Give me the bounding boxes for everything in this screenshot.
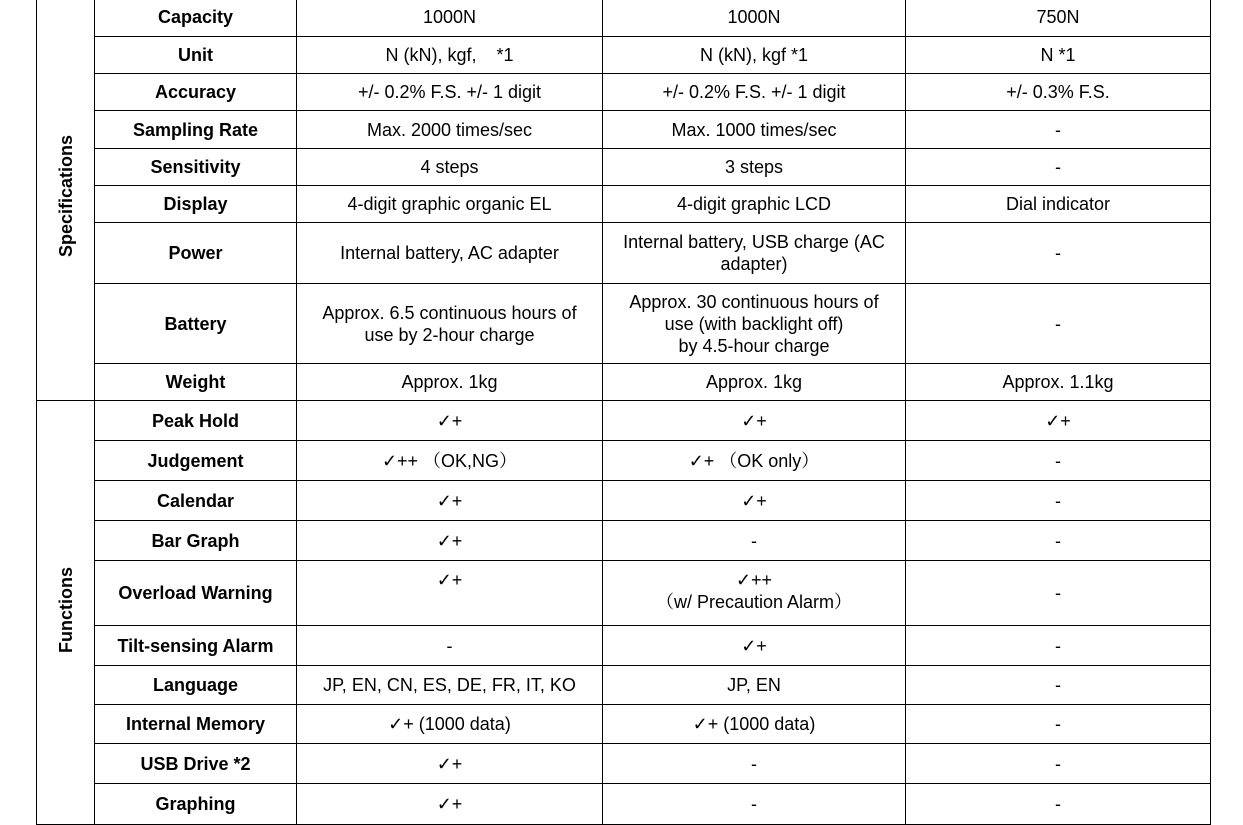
row-label: Tilt-sensing Alarm [95,626,297,666]
cell: 4-digit graphic LCD [603,186,906,223]
table-row [37,666,1211,705]
cell: 1000N [297,0,603,37]
cell: 1000N [603,0,906,37]
table-row [37,284,1211,364]
row-label: Overload Warning [95,561,297,626]
cell: Approx. 1.1kg [906,364,1211,401]
cell: N *1 [906,37,1211,74]
cell: Approx. 6.5 continuous hours of use by 2-hour charge [297,284,603,364]
row-label: Weight [95,364,297,401]
cell: - [906,744,1211,784]
cell: N (kN), kgf *1 [603,37,906,74]
cell [603,561,906,626]
cell: +/- 0.2% F.S. +/- 1 digit [603,74,906,111]
cell-line: ✓++ [735,570,773,590]
table-row [37,441,1211,481]
row-label: Judgement [95,441,297,481]
row-label: USB Drive *2 [95,744,297,784]
spec-comparison-table [36,0,1211,825]
cell: 750N [906,0,1211,37]
table-row [37,186,1211,223]
cell: Max. 2000 times/sec [297,111,603,149]
row-label: Accuracy [95,74,297,111]
cell: - [906,441,1211,481]
cell: ✓+ [906,401,1211,441]
row-label: Sampling Rate [95,111,297,149]
cell: - [906,149,1211,186]
cell: Approx. 1kg [603,364,906,401]
cell: Internal battery, AC adapter [297,223,603,284]
cell: - [603,521,906,561]
table-row [37,705,1211,744]
cell: +/- 0.2% F.S. +/- 1 digit [297,74,603,111]
table-row [37,111,1211,149]
row-label: Power [95,223,297,284]
cell: - [906,223,1211,284]
cell: ✓+ [297,561,603,626]
table-row [37,481,1211,521]
cell: ✓+ (1000 data) [603,705,906,744]
category-specifications: Specifications [37,0,95,401]
cell: - [906,626,1211,666]
cell: Max. 1000 times/sec [603,111,906,149]
cell: Dial indicator [906,186,1211,223]
table-row [37,521,1211,561]
cell: - [906,705,1211,744]
cell: - [906,784,1211,825]
row-label: Display [95,186,297,223]
row-label: Internal Memory [95,705,297,744]
table-row [37,744,1211,784]
cell: N (kN), kgf, *1 [297,37,603,74]
cell: - [297,626,603,666]
table-row [37,784,1211,825]
table-row [37,561,1211,626]
cell: - [906,666,1211,705]
table-row [37,364,1211,401]
row-label: Calendar [95,481,297,521]
cell: - [603,744,906,784]
cell: JP, EN, CN, ES, DE, FR, IT, KO [297,666,603,705]
category-functions: Functions [37,401,95,825]
cell: - [906,481,1211,521]
cell: 3 steps [603,149,906,186]
row-label: Bar Graph [95,521,297,561]
cell: - [906,561,1211,626]
cell: ✓+ [603,626,906,666]
cell: +/- 0.3% F.S. [906,74,1211,111]
cell: ✓+ (1000 data) [297,705,603,744]
cell: 4 steps [297,149,603,186]
cell: ✓+ [297,481,603,521]
table-row [37,626,1211,666]
cell: ✓+ [297,784,603,825]
cell: JP, EN [603,666,906,705]
cell: Approx. 30 continuous hours of use (with backlight off) by 4.5-hour charge [603,284,906,364]
row-label: Peak Hold [95,401,297,441]
row-label: Language [95,666,297,705]
cell: ✓+ [603,401,906,441]
cell: - [603,784,906,825]
table-row [37,0,1211,37]
table-row [37,401,1211,441]
row-label: Graphing [95,784,297,825]
cell: ✓+ [297,744,603,784]
cell: Approx. 1kg [297,364,603,401]
row-label: Unit [95,37,297,74]
table-row [37,74,1211,111]
table-row [37,37,1211,74]
cell: ✓+ （OK only） [603,441,906,481]
cell: ✓+ [297,521,603,561]
row-label: Sensitivity [95,149,297,186]
cell: - [906,111,1211,149]
row-label: Capacity [95,0,297,37]
table-row [37,149,1211,186]
cell: ✓+ [603,481,906,521]
cell: - [906,521,1211,561]
row-label: Battery [95,284,297,364]
cell: Internal battery, USB charge (AC adapter) [603,223,906,284]
cell: ✓+ [297,401,603,441]
cell: - [906,284,1211,364]
cell: ✓++ （OK,NG） [297,441,603,481]
cell-line: （w/ Precaution Alarm） [655,592,853,612]
cell: 4-digit graphic organic EL [297,186,603,223]
table-row [37,223,1211,284]
